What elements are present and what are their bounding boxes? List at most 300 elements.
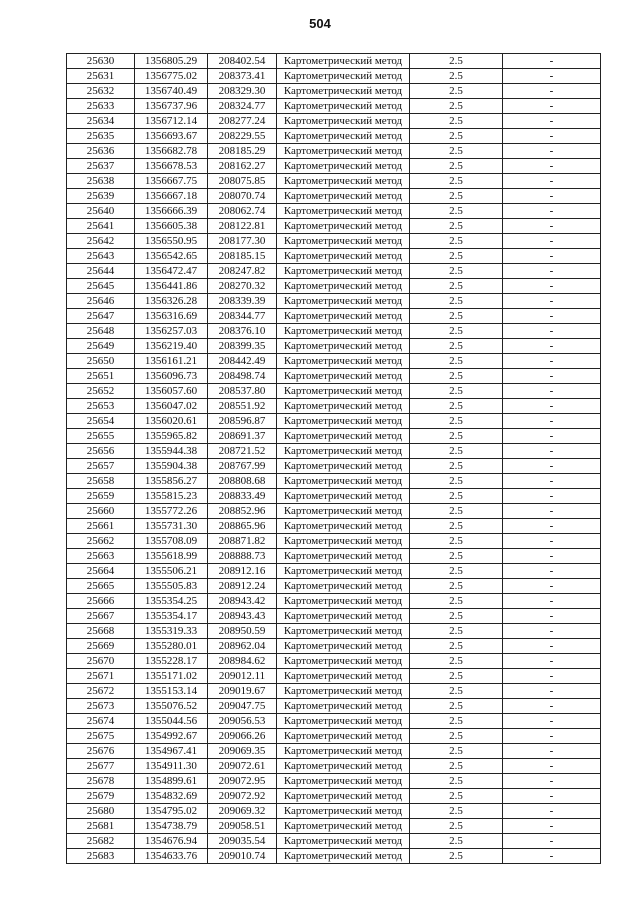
table-row (67, 324, 601, 339)
point-number-cell: 25632 (67, 84, 135, 99)
table-row (67, 699, 601, 714)
note-cell: - (503, 399, 601, 414)
x-coordinate-cell: 1356542.65 (135, 249, 208, 264)
note-cell: - (503, 294, 601, 309)
y-coordinate-cell: 208808.68 (208, 474, 277, 489)
y-coordinate-cell: 209072.61 (208, 759, 277, 774)
x-coordinate-cell: 1354633.76 (135, 849, 208, 864)
method-cell: Картометрический метод (277, 354, 410, 369)
point-number-cell: 25683 (67, 849, 135, 864)
method-cell: Картометрический метод (277, 669, 410, 684)
table-row (67, 624, 601, 639)
point-number-cell: 25631 (67, 69, 135, 84)
point-number-cell: 25643 (67, 249, 135, 264)
y-coordinate-cell: 208912.24 (208, 579, 277, 594)
note-cell: - (503, 414, 601, 429)
x-coordinate-cell: 1356667.75 (135, 174, 208, 189)
y-coordinate-cell: 208912.16 (208, 564, 277, 579)
method-cell: Картометрический метод (277, 489, 410, 504)
method-cell: Картометрический метод (277, 114, 410, 129)
accuracy-cell: 2.5 (410, 834, 503, 849)
table-row (67, 234, 601, 249)
table-row (67, 99, 601, 114)
x-coordinate-cell: 1355153.14 (135, 684, 208, 699)
x-coordinate-cell: 1355618.99 (135, 549, 208, 564)
x-coordinate-cell: 1356666.39 (135, 204, 208, 219)
point-number-cell: 25672 (67, 684, 135, 699)
y-coordinate-cell: 209072.95 (208, 774, 277, 789)
table-row (67, 759, 601, 774)
table-row (67, 309, 601, 324)
note-cell: - (503, 354, 601, 369)
table-row (67, 69, 601, 84)
method-cell: Картометрический метод (277, 474, 410, 489)
point-number-cell: 25633 (67, 99, 135, 114)
point-number-cell: 25677 (67, 759, 135, 774)
x-coordinate-cell: 1356667.18 (135, 189, 208, 204)
accuracy-cell: 2.5 (410, 309, 503, 324)
note-cell: - (503, 384, 601, 399)
point-number-cell: 25649 (67, 339, 135, 354)
table-row (67, 594, 601, 609)
y-coordinate-cell: 208070.74 (208, 189, 277, 204)
method-cell: Картометрический метод (277, 84, 410, 99)
y-coordinate-cell: 208399.35 (208, 339, 277, 354)
table-row (67, 744, 601, 759)
accuracy-cell: 2.5 (410, 354, 503, 369)
page-number: 504 (309, 16, 331, 31)
table-row (67, 219, 601, 234)
point-number-cell: 25644 (67, 264, 135, 279)
note-cell: - (503, 339, 601, 354)
table-row (67, 144, 601, 159)
point-number-cell: 25655 (67, 429, 135, 444)
accuracy-cell: 2.5 (410, 249, 503, 264)
point-number-cell: 25682 (67, 834, 135, 849)
y-coordinate-cell: 208373.41 (208, 69, 277, 84)
note-cell: - (503, 669, 601, 684)
accuracy-cell: 2.5 (410, 579, 503, 594)
table-row (67, 609, 601, 624)
x-coordinate-cell: 1355319.33 (135, 624, 208, 639)
table-row (67, 729, 601, 744)
accuracy-cell: 2.5 (410, 459, 503, 474)
note-cell: - (503, 69, 601, 84)
table-row (67, 114, 601, 129)
accuracy-cell: 2.5 (410, 549, 503, 564)
x-coordinate-cell: 1354967.41 (135, 744, 208, 759)
x-coordinate-cell: 1354738.79 (135, 819, 208, 834)
y-coordinate-cell: 208962.04 (208, 639, 277, 654)
y-coordinate-cell: 209047.75 (208, 699, 277, 714)
table-row (67, 264, 601, 279)
accuracy-cell: 2.5 (410, 159, 503, 174)
x-coordinate-cell: 1354992.67 (135, 729, 208, 744)
note-cell: - (503, 204, 601, 219)
note-cell: - (503, 549, 601, 564)
x-coordinate-cell: 1356737.96 (135, 99, 208, 114)
y-coordinate-cell: 208833.49 (208, 489, 277, 504)
y-coordinate-cell: 208229.55 (208, 129, 277, 144)
point-number-cell: 25676 (67, 744, 135, 759)
point-number-cell: 25666 (67, 594, 135, 609)
method-cell: Картометрический метод (277, 774, 410, 789)
note-cell: - (503, 234, 601, 249)
note-cell: - (503, 774, 601, 789)
coordinates-table-body (67, 54, 601, 864)
method-cell: Картометрический метод (277, 759, 410, 774)
accuracy-cell: 2.5 (410, 219, 503, 234)
method-cell: Картометрический метод (277, 849, 410, 864)
accuracy-cell: 2.5 (410, 639, 503, 654)
x-coordinate-cell: 1355354.25 (135, 594, 208, 609)
accuracy-cell: 2.5 (410, 114, 503, 129)
method-cell: Картометрический метод (277, 834, 410, 849)
y-coordinate-cell: 208950.59 (208, 624, 277, 639)
note-cell: - (503, 834, 601, 849)
note-cell: - (503, 219, 601, 234)
accuracy-cell: 2.5 (410, 369, 503, 384)
method-cell: Картометрический метод (277, 204, 410, 219)
table-row (67, 669, 601, 684)
point-number-cell: 25646 (67, 294, 135, 309)
point-number-cell: 25641 (67, 219, 135, 234)
method-cell: Картометрический метод (277, 459, 410, 474)
x-coordinate-cell: 1356020.61 (135, 414, 208, 429)
x-coordinate-cell: 1355944.38 (135, 444, 208, 459)
point-number-cell: 25675 (67, 729, 135, 744)
accuracy-cell: 2.5 (410, 804, 503, 819)
y-coordinate-cell: 208721.52 (208, 444, 277, 459)
point-number-cell: 25662 (67, 534, 135, 549)
note-cell: - (503, 624, 601, 639)
x-coordinate-cell: 1356550.95 (135, 234, 208, 249)
method-cell: Картометрический метод (277, 309, 410, 324)
table-row (67, 84, 601, 99)
table-row (67, 654, 601, 669)
x-coordinate-cell: 1356441.86 (135, 279, 208, 294)
point-number-cell: 25636 (67, 144, 135, 159)
accuracy-cell: 2.5 (410, 54, 503, 69)
method-cell: Картометрический метод (277, 384, 410, 399)
note-cell: - (503, 699, 601, 714)
y-coordinate-cell: 208277.24 (208, 114, 277, 129)
accuracy-cell: 2.5 (410, 414, 503, 429)
method-cell: Картометрический метод (277, 699, 410, 714)
y-coordinate-cell: 208247.82 (208, 264, 277, 279)
note-cell: - (503, 189, 601, 204)
y-coordinate-cell: 208402.54 (208, 54, 277, 69)
method-cell: Картометрический метод (277, 594, 410, 609)
method-cell: Картометрический метод (277, 609, 410, 624)
note-cell: - (503, 459, 601, 474)
x-coordinate-cell: 1354911.30 (135, 759, 208, 774)
method-cell: Картометрический метод (277, 174, 410, 189)
note-cell: - (503, 84, 601, 99)
y-coordinate-cell: 209010.74 (208, 849, 277, 864)
method-cell: Картометрический метод (277, 399, 410, 414)
accuracy-cell: 2.5 (410, 69, 503, 84)
point-number-cell: 25667 (67, 609, 135, 624)
y-coordinate-cell: 209058.51 (208, 819, 277, 834)
method-cell: Картометрический метод (277, 519, 410, 534)
x-coordinate-cell: 1354676.94 (135, 834, 208, 849)
method-cell: Картометрический метод (277, 684, 410, 699)
method-cell: Картометрический метод (277, 789, 410, 804)
y-coordinate-cell: 208888.73 (208, 549, 277, 564)
coordinates-table (66, 53, 601, 864)
table-row (67, 339, 601, 354)
note-cell: - (503, 309, 601, 324)
method-cell: Картометрический метод (277, 294, 410, 309)
y-coordinate-cell: 208344.77 (208, 309, 277, 324)
y-coordinate-cell: 208122.81 (208, 219, 277, 234)
method-cell: Картометрический метод (277, 414, 410, 429)
y-coordinate-cell: 208551.92 (208, 399, 277, 414)
x-coordinate-cell: 1356161.21 (135, 354, 208, 369)
y-coordinate-cell: 209019.67 (208, 684, 277, 699)
x-coordinate-cell: 1356775.02 (135, 69, 208, 84)
table-row (67, 849, 601, 864)
point-number-cell: 25639 (67, 189, 135, 204)
note-cell: - (503, 159, 601, 174)
note-cell: - (503, 279, 601, 294)
x-coordinate-cell: 1356257.03 (135, 324, 208, 339)
note-cell: - (503, 249, 601, 264)
y-coordinate-cell: 209056.53 (208, 714, 277, 729)
note-cell: - (503, 759, 601, 774)
note-cell: - (503, 714, 601, 729)
x-coordinate-cell: 1356219.40 (135, 339, 208, 354)
x-coordinate-cell: 1356316.69 (135, 309, 208, 324)
y-coordinate-cell: 208537.80 (208, 384, 277, 399)
note-cell: - (503, 609, 601, 624)
method-cell: Картометрический метод (277, 549, 410, 564)
table-row (67, 429, 601, 444)
x-coordinate-cell: 1355815.23 (135, 489, 208, 504)
method-cell: Картометрический метод (277, 219, 410, 234)
x-coordinate-cell: 1356805.29 (135, 54, 208, 69)
point-number-cell: 25653 (67, 399, 135, 414)
note-cell: - (503, 144, 601, 159)
x-coordinate-cell: 1356047.02 (135, 399, 208, 414)
accuracy-cell: 2.5 (410, 129, 503, 144)
note-cell: - (503, 519, 601, 534)
method-cell: Картометрический метод (277, 234, 410, 249)
accuracy-cell: 2.5 (410, 264, 503, 279)
accuracy-cell: 2.5 (410, 429, 503, 444)
accuracy-cell: 2.5 (410, 789, 503, 804)
note-cell: - (503, 324, 601, 339)
table-row (67, 519, 601, 534)
x-coordinate-cell: 1354899.61 (135, 774, 208, 789)
accuracy-cell: 2.5 (410, 744, 503, 759)
table-row (67, 384, 601, 399)
x-coordinate-cell: 1355171.02 (135, 669, 208, 684)
y-coordinate-cell: 208075.85 (208, 174, 277, 189)
y-coordinate-cell: 208871.82 (208, 534, 277, 549)
method-cell: Картометрический метод (277, 159, 410, 174)
x-coordinate-cell: 1355076.52 (135, 699, 208, 714)
method-cell: Картометрический метод (277, 624, 410, 639)
accuracy-cell: 2.5 (410, 849, 503, 864)
method-cell: Картометрический метод (277, 744, 410, 759)
y-coordinate-cell: 208442.49 (208, 354, 277, 369)
method-cell: Картометрический метод (277, 129, 410, 144)
table-row (67, 549, 601, 564)
method-cell: Картометрический метод (277, 564, 410, 579)
y-coordinate-cell: 208177.30 (208, 234, 277, 249)
note-cell: - (503, 594, 601, 609)
method-cell: Картометрический метод (277, 534, 410, 549)
accuracy-cell: 2.5 (410, 279, 503, 294)
accuracy-cell: 2.5 (410, 564, 503, 579)
point-number-cell: 25674 (67, 714, 135, 729)
point-number-cell: 25680 (67, 804, 135, 819)
point-number-cell: 25670 (67, 654, 135, 669)
method-cell: Картометрический метод (277, 819, 410, 834)
point-number-cell: 25660 (67, 504, 135, 519)
point-number-cell: 25648 (67, 324, 135, 339)
accuracy-cell: 2.5 (410, 399, 503, 414)
y-coordinate-cell: 209035.54 (208, 834, 277, 849)
table-row (67, 564, 601, 579)
accuracy-cell: 2.5 (410, 654, 503, 669)
note-cell: - (503, 789, 601, 804)
y-coordinate-cell: 208691.37 (208, 429, 277, 444)
point-number-cell: 25652 (67, 384, 135, 399)
y-coordinate-cell: 209012.11 (208, 669, 277, 684)
table-row (67, 189, 601, 204)
table-row (67, 639, 601, 654)
point-number-cell: 25681 (67, 819, 135, 834)
y-coordinate-cell: 208943.43 (208, 609, 277, 624)
note-cell: - (503, 369, 601, 384)
x-coordinate-cell: 1355904.38 (135, 459, 208, 474)
accuracy-cell: 2.5 (410, 759, 503, 774)
note-cell: - (503, 129, 601, 144)
accuracy-cell: 2.5 (410, 99, 503, 114)
y-coordinate-cell: 208852.96 (208, 504, 277, 519)
accuracy-cell: 2.5 (410, 189, 503, 204)
accuracy-cell: 2.5 (410, 144, 503, 159)
point-number-cell: 25671 (67, 669, 135, 684)
table-row (67, 834, 601, 849)
table-row (67, 129, 601, 144)
point-number-cell: 25638 (67, 174, 135, 189)
accuracy-cell: 2.5 (410, 534, 503, 549)
point-number-cell: 25650 (67, 354, 135, 369)
accuracy-cell: 2.5 (410, 384, 503, 399)
accuracy-cell: 2.5 (410, 84, 503, 99)
accuracy-cell: 2.5 (410, 774, 503, 789)
note-cell: - (503, 99, 601, 114)
note-cell: - (503, 564, 601, 579)
x-coordinate-cell: 1356472.47 (135, 264, 208, 279)
method-cell: Картометрический метод (277, 729, 410, 744)
accuracy-cell: 2.5 (410, 204, 503, 219)
method-cell: Картометрический метод (277, 714, 410, 729)
note-cell: - (503, 579, 601, 594)
y-coordinate-cell: 208498.74 (208, 369, 277, 384)
note-cell: - (503, 174, 601, 189)
x-coordinate-cell: 1356057.60 (135, 384, 208, 399)
method-cell: Картометрический метод (277, 54, 410, 69)
table-row (67, 804, 601, 819)
y-coordinate-cell: 208329.30 (208, 84, 277, 99)
note-cell: - (503, 444, 601, 459)
note-cell: - (503, 504, 601, 519)
note-cell: - (503, 729, 601, 744)
table-row (67, 54, 601, 69)
point-number-cell: 25635 (67, 129, 135, 144)
accuracy-cell: 2.5 (410, 609, 503, 624)
note-cell: - (503, 534, 601, 549)
method-cell: Картометрический метод (277, 639, 410, 654)
note-cell: - (503, 804, 601, 819)
y-coordinate-cell: 209069.35 (208, 744, 277, 759)
point-number-cell: 25664 (67, 564, 135, 579)
y-coordinate-cell: 208376.10 (208, 324, 277, 339)
y-coordinate-cell: 208596.87 (208, 414, 277, 429)
table-row (67, 534, 601, 549)
method-cell: Картометрический метод (277, 264, 410, 279)
accuracy-cell: 2.5 (410, 324, 503, 339)
y-coordinate-cell: 208162.27 (208, 159, 277, 174)
x-coordinate-cell: 1355354.17 (135, 609, 208, 624)
y-coordinate-cell: 208767.99 (208, 459, 277, 474)
table-row (67, 249, 601, 264)
table-row (67, 174, 601, 189)
accuracy-cell: 2.5 (410, 714, 503, 729)
table-row (67, 369, 601, 384)
table-row (67, 414, 601, 429)
x-coordinate-cell: 1356678.53 (135, 159, 208, 174)
accuracy-cell: 2.5 (410, 699, 503, 714)
accuracy-cell: 2.5 (410, 729, 503, 744)
point-number-cell: 25642 (67, 234, 135, 249)
note-cell: - (503, 819, 601, 834)
point-number-cell: 25679 (67, 789, 135, 804)
table-row (67, 354, 601, 369)
note-cell: - (503, 489, 601, 504)
accuracy-cell: 2.5 (410, 489, 503, 504)
x-coordinate-cell: 1356693.67 (135, 129, 208, 144)
table-row (67, 774, 601, 789)
method-cell: Картометрический метод (277, 99, 410, 114)
x-coordinate-cell: 1355965.82 (135, 429, 208, 444)
method-cell: Картометрический метод (277, 579, 410, 594)
method-cell: Картометрический метод (277, 249, 410, 264)
x-coordinate-cell: 1355856.27 (135, 474, 208, 489)
accuracy-cell: 2.5 (410, 339, 503, 354)
y-coordinate-cell: 208865.96 (208, 519, 277, 534)
y-coordinate-cell: 208339.39 (208, 294, 277, 309)
x-coordinate-cell: 1354795.02 (135, 804, 208, 819)
method-cell: Картометрический метод (277, 369, 410, 384)
point-number-cell: 25661 (67, 519, 135, 534)
point-number-cell: 25657 (67, 459, 135, 474)
accuracy-cell: 2.5 (410, 174, 503, 189)
note-cell: - (503, 744, 601, 759)
x-coordinate-cell: 1355708.09 (135, 534, 208, 549)
point-number-cell: 25645 (67, 279, 135, 294)
table-row (67, 279, 601, 294)
y-coordinate-cell: 208984.62 (208, 654, 277, 669)
method-cell: Картометрический метод (277, 429, 410, 444)
method-cell: Картометрический метод (277, 279, 410, 294)
point-number-cell: 25665 (67, 579, 135, 594)
